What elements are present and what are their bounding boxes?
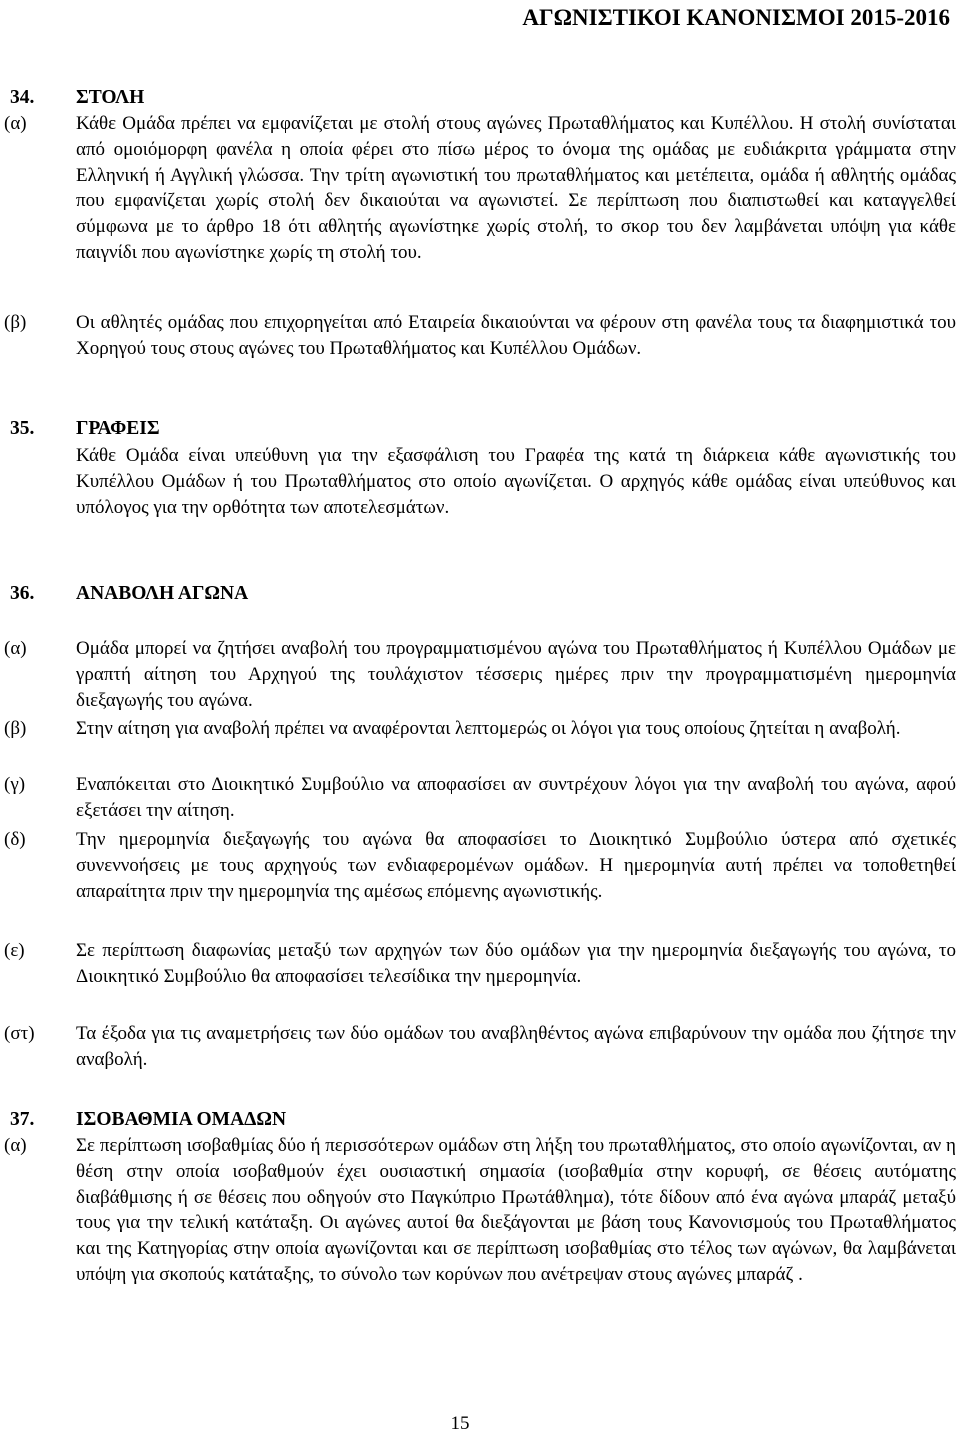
item-text: Σε περίπτωση ισοβαθμίας δύο ή περισσότερων ομάδων στη λήξη του πρωταθλήματος, στο οποίο αγωνίζονται, αν η θέση στην οποία ισοβαθμούν έχει ουσιαστική σημασία (ισοβαθμία στην κορυφή, σε θέσεις αυτόματης διαβάθμισης ή σε θέσεις που οδηγούν στο Παγκύπριο Πρωτάθλημα), τότε δίδουν από ένα αγώνα μπαράζ μεταξύ τους για την τελική κατάταξη. Οι αγώνες αυτοί θα διεξάγονται με βάση τους Κανονισμούς του Πρωταθλήματος και της Κατηγορίας στην οποία αγωνίζονται και σε περίπτωση ισοβαθμίας στο τέλος των αγώνων, θα λαμβάνεται υπόψη για σκοπούς κατάταξης, το σύνολο των κορύνων που ανέτρεψαν στους αγώνες μπαράζ . [76, 1135, 956, 1285]
section-title: ΣΤΟΛΗ [76, 87, 145, 108]
section-number: 37. [10, 1109, 35, 1130]
section-title: ΙΣΟΒΑΘΜΙΑ ΟΜΑΔΩΝ [76, 1109, 287, 1130]
item-text: Στην αίτηση για αναβολή πρέπει να αναφέρονται λεπτομερώς οι λόγοι για τους οποίους ζητείται η αναβολή. [76, 718, 901, 739]
section-item [0, 636, 960, 713]
section-number: 34. [10, 87, 35, 108]
section-item [0, 443, 960, 522]
item-text: Ομάδα μπορεί να ζητήσει αναβολή του προγραμματισμένου αγώνα του Πρωταθλήματος ή Κυπέλλου Ομάδων με γραπτή αίτηση του Αρχηγού της τουλάχιστον τέσσερις ημέρες πριν την προγραμματισμένη ημερομηνία διεξαγωγής του αγώνα. [76, 638, 956, 711]
item-text: Κάθε Ομάδα είναι υπεύθυνη για την εξασφάλιση του Γραφέα της κατά τη διάρκεια κάθε αγωνιστικής του Κυπέλλου Ομάδων ή του Πρωταθλήματος στο οποίο αγωνίζεται. Ο αρχηγός κάθε ομάδας είναι υπεύθυνος και υπόλογος για την ορθότητα των αποτελεσμάτων. [76, 445, 956, 519]
item-text: Οι αθλητές ομάδας που επιχορηγείται από Εταιρεία δικαιούνται να φέρουν στη φανέλα τους τα διαφημιστικά του Χορηγού τους στους αγώνες του Πρωταθλήματος και Κυπέλλου Ομάδων. [76, 312, 956, 359]
section-item [0, 938, 960, 990]
section-item [0, 716, 960, 742]
item-label: (ε) [4, 940, 25, 961]
item-label: (α) [4, 1135, 27, 1156]
item-label: (α) [4, 113, 27, 134]
section-item [0, 1021, 960, 1073]
item-label: (στ) [4, 1023, 35, 1044]
page-number: 15 [450, 1413, 470, 1434]
item-label: (δ) [4, 829, 26, 850]
section-title: ΓΡΑΦΕΙΣ [76, 418, 160, 439]
section-item [0, 111, 960, 266]
item-text: Σε περίπτωση διαφωνίας μεταξύ των αρχηγών των δύο ομάδων για την ημερομηνία διεξαγωγής του αγώνα, το Διοικητικό Συμβούλιο θα αποφασίσει τελεσίδικα την ημερομηνία. [76, 940, 956, 987]
section-number: 35. [10, 418, 35, 439]
page-header-title: ΑΓΩΝΙΣΤΙΚΟΙ ΚΑΝΟΝΙΣΜΟΙ 2015-2016 [522, 5, 950, 30]
item-text: Τα έξοδα για τις αναμετρήσεις των δύο ομάδων του αναβληθέντος αγώνα επιβαρύνουν την ομάδα που ζήτησε την αναβολή. [76, 1023, 956, 1070]
item-label: (α) [4, 638, 27, 659]
item-label: (β) [4, 718, 27, 739]
section-item [0, 1133, 960, 1288]
item-text: Την ημερομηνία διεξαγωγής του αγώνα θα αποφασίσει το Διοικητικό Συμβούλιο ύστερα από σχετικές συνεννοήσεις με τους αρχηγούς των ενδιαφερομένων ομάδων. Η ημερομηνία αυτή πρέπει να τοποθετηθεί απαραίτητα πριν την ημερομηνία της αμέσως επόμενης αγωνιστικής. [76, 829, 956, 902]
item-label: (β) [4, 312, 27, 333]
section-number: 36. [10, 583, 35, 604]
section-item [0, 772, 960, 824]
section-item [0, 310, 960, 362]
item-label: (γ) [4, 774, 26, 795]
section-item [0, 827, 960, 904]
item-text: Κάθε Ομάδα πρέπει να εμφανίζεται με στολή στους αγώνες Πρωταθλήματος και Κυπέλλου. Η στολή συνίσταται από ομοιόμορφη φανέλα η οποία φέρει στο πίσω μέρος το όνομα της ομάδας με ευδιάκριτα γράμματα στην Ελληνική ή Αγγλική γλώσσα. Την τρίτη αγωνιστική του πρωταθλήματος και μετέπειτα, ομάδα ή αθλητής ομάδας που εμφανίζεται χωρίς στολή δεν δικαιούται να αγωνιστεί. Σε περίπτωση που διαπιστωθεί και καταγγελθεί σύμφωνα με το άρθρο 18 ότι αθλητής αγωνίστηκε χωρίς στολή, το σκορ του δεν λαμβάνεται υπόψη για κάθε παιγνίδι που αγωνίστηκε χωρίς τη στολή του. [76, 113, 956, 263]
section-title: ΑΝΑΒΟΛΗ ΑΓΩΝΑ [76, 583, 249, 604]
item-text: Εναπόκειται στο Διοικητικό Συμβούλιο να αποφασίσει αν συντρέχουν λόγοι για την αναβολή του αγώνα, αφού εξετάσει την αίτηση. [76, 774, 956, 821]
